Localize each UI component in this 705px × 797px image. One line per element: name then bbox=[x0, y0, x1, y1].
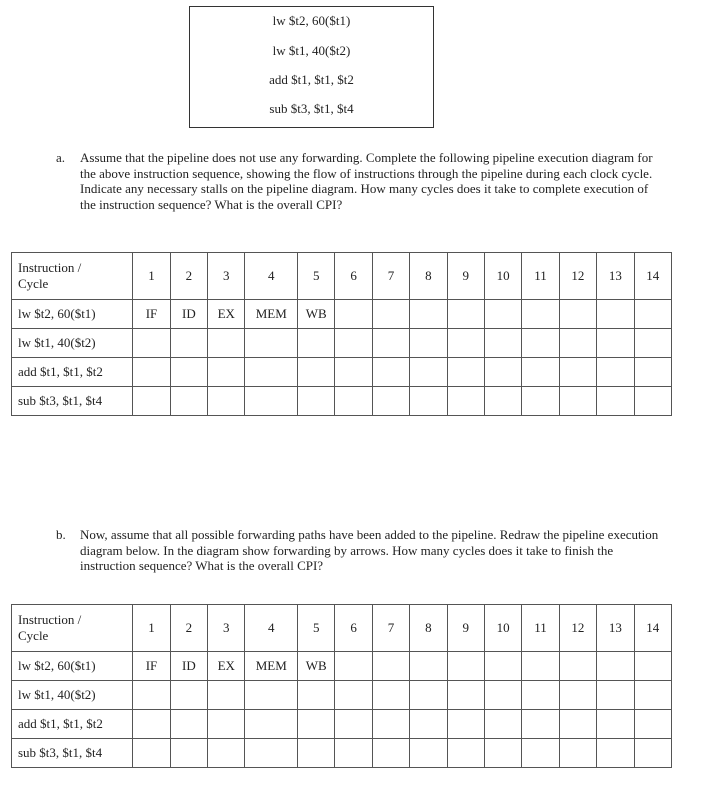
stage-cell: ID bbox=[170, 652, 207, 681]
stage-cell bbox=[335, 300, 372, 329]
cycle-number: 3 bbox=[208, 253, 245, 300]
stage-cell bbox=[410, 710, 447, 739]
stage-cell bbox=[133, 387, 170, 416]
stage-cell bbox=[133, 358, 170, 387]
cycle-number: 10 bbox=[484, 605, 521, 652]
stage-cell bbox=[597, 710, 634, 739]
table-b-body bbox=[12, 605, 672, 768]
stage-cell bbox=[484, 358, 521, 387]
cycle-number: 5 bbox=[298, 605, 335, 652]
instruction-cycle-header bbox=[12, 253, 133, 300]
stage-cell bbox=[484, 387, 521, 416]
stage-cell bbox=[372, 681, 409, 710]
cycle-number: 11 bbox=[522, 605, 559, 652]
instruction-cell: lw $t2, 60($t1) bbox=[12, 300, 133, 329]
table-row bbox=[12, 387, 672, 416]
cycle-number: 10 bbox=[484, 253, 521, 300]
stage-cell bbox=[597, 329, 634, 358]
stage-cell bbox=[522, 652, 559, 681]
question-a-text: Assume that the pipeline does not use any forwarding. Complete the following pipeline execution diagram for the above instruction sequence, showing the flow of instructions through the pipeline during each clock cycle. Indicate any necessary stalls on the pipeline diagram. How many cycles does it take to complete execution of the instruction sequence? What is the overall CPI? bbox=[80, 150, 653, 212]
stage-cell bbox=[597, 652, 634, 681]
cycle-number: 9 bbox=[447, 253, 484, 300]
stage-cell bbox=[372, 358, 409, 387]
stage-cell bbox=[484, 739, 521, 768]
cycle-number: 1 bbox=[133, 253, 170, 300]
cycle-number: 12 bbox=[559, 605, 596, 652]
stage-cell bbox=[522, 739, 559, 768]
cycle-number: 8 bbox=[410, 253, 447, 300]
stage-cell: MEM bbox=[245, 300, 298, 329]
stage-cell bbox=[634, 739, 671, 768]
stage-cell bbox=[208, 739, 245, 768]
instruction-cycle-header bbox=[12, 605, 133, 652]
stage-cell bbox=[484, 710, 521, 739]
table-row bbox=[12, 329, 672, 358]
stage-cell bbox=[133, 329, 170, 358]
stage-cell bbox=[559, 652, 596, 681]
stage-cell bbox=[559, 387, 596, 416]
stage-cell bbox=[559, 300, 596, 329]
stage-cell bbox=[298, 387, 335, 416]
stage-cell bbox=[298, 710, 335, 739]
stage-cell bbox=[522, 681, 559, 710]
stage-cell bbox=[170, 681, 207, 710]
instruction-sequence-box bbox=[189, 6, 434, 128]
stage-cell bbox=[170, 739, 207, 768]
stage-cell bbox=[372, 329, 409, 358]
code-line: lw $t1, 40($t2) bbox=[272, 43, 351, 58]
instruction-cell: sub $t3, $t1, $t4 bbox=[12, 387, 133, 416]
stage-cell: WB bbox=[298, 652, 335, 681]
table-row bbox=[12, 358, 672, 387]
cycle-number: 7 bbox=[372, 605, 409, 652]
stage-cell bbox=[634, 300, 671, 329]
stage-cell bbox=[410, 681, 447, 710]
cycle-number: 4 bbox=[245, 253, 298, 300]
stage-cell bbox=[410, 652, 447, 681]
pipeline-table-a bbox=[11, 252, 672, 416]
stage-cell: EX bbox=[208, 652, 245, 681]
stage-cell bbox=[372, 387, 409, 416]
table-row bbox=[12, 739, 672, 768]
cycle-number: 6 bbox=[335, 253, 372, 300]
stage-cell bbox=[410, 387, 447, 416]
stage-cell bbox=[522, 300, 559, 329]
stage-cell bbox=[170, 387, 207, 416]
stage-cell bbox=[484, 329, 521, 358]
stage-cell: MEM bbox=[245, 652, 298, 681]
code-line: sub $t3, $t1, $t4 bbox=[269, 101, 354, 116]
stage-cell bbox=[245, 329, 298, 358]
stage-cell bbox=[559, 710, 596, 739]
stage-cell bbox=[597, 681, 634, 710]
stage-cell bbox=[447, 710, 484, 739]
stage-cell bbox=[484, 300, 521, 329]
cycle-number: 8 bbox=[410, 605, 447, 652]
stage-cell bbox=[597, 300, 634, 329]
stage-cell bbox=[133, 739, 170, 768]
question-b-text: Now, assume that all possible forwarding paths have been added to the pipeline. Redraw the pipeline execution diagram below. In the diagram show forwarding by arrows. How many cycles does it take to finish the instruction sequence? What is the overall CPI? bbox=[80, 527, 659, 573]
instruction-cell: add $t1, $t1, $t2 bbox=[12, 710, 133, 739]
header-label-line: Cycle bbox=[18, 628, 49, 643]
stage-cell bbox=[372, 739, 409, 768]
header-label-line: Cycle bbox=[18, 276, 49, 291]
stage-cell bbox=[208, 329, 245, 358]
stage-cell bbox=[447, 681, 484, 710]
cycle-number: 12 bbox=[559, 253, 596, 300]
instruction-cell: lw $t1, 40($t2) bbox=[12, 681, 133, 710]
stage-cell bbox=[597, 739, 634, 768]
stage-cell bbox=[484, 652, 521, 681]
stage-cell bbox=[335, 358, 372, 387]
stage-cell bbox=[298, 329, 335, 358]
stage-cell bbox=[335, 387, 372, 416]
header-row bbox=[12, 605, 672, 652]
stage-cell bbox=[522, 358, 559, 387]
instruction-cell: lw $t1, 40($t2) bbox=[12, 329, 133, 358]
stage-cell bbox=[335, 681, 372, 710]
stage-cell bbox=[245, 358, 298, 387]
code-line: add $t1, $t1, $t2 bbox=[269, 72, 354, 87]
stage-cell bbox=[634, 652, 671, 681]
table-row bbox=[12, 652, 672, 681]
instruction-cell: lw $t2, 60($t1) bbox=[12, 652, 133, 681]
question-b-letter: b. bbox=[56, 527, 66, 542]
stage-cell bbox=[447, 387, 484, 416]
code-line: lw $t2, 60($t1) bbox=[272, 13, 351, 28]
stage-cell bbox=[245, 681, 298, 710]
stage-cell bbox=[559, 358, 596, 387]
stage-cell bbox=[335, 710, 372, 739]
stage-cell bbox=[298, 681, 335, 710]
stage-cell bbox=[133, 681, 170, 710]
stage-cell bbox=[634, 681, 671, 710]
cycle-number: 3 bbox=[208, 605, 245, 652]
stage-cell bbox=[410, 300, 447, 329]
cycle-number: 13 bbox=[597, 253, 634, 300]
stage-cell bbox=[208, 387, 245, 416]
stage-cell bbox=[170, 358, 207, 387]
header-row bbox=[12, 253, 672, 300]
stage-cell bbox=[484, 681, 521, 710]
cycle-number: 5 bbox=[298, 253, 335, 300]
cycle-number: 4 bbox=[245, 605, 298, 652]
cycle-number: 2 bbox=[170, 253, 207, 300]
cycle-number: 9 bbox=[447, 605, 484, 652]
cycle-number: 11 bbox=[522, 253, 559, 300]
cycle-number: 6 bbox=[335, 605, 372, 652]
table-a-body bbox=[12, 253, 672, 416]
table-row bbox=[12, 300, 672, 329]
stage-cell bbox=[298, 358, 335, 387]
stage-cell bbox=[245, 710, 298, 739]
stage-cell: IF bbox=[133, 300, 170, 329]
stage-cell bbox=[410, 739, 447, 768]
stage-cell bbox=[522, 329, 559, 358]
stage-cell bbox=[170, 329, 207, 358]
cycle-number: 14 bbox=[634, 605, 671, 652]
instruction-cell: add $t1, $t1, $t2 bbox=[12, 358, 133, 387]
cycle-number: 7 bbox=[372, 253, 409, 300]
stage-cell bbox=[634, 358, 671, 387]
stage-cell bbox=[208, 358, 245, 387]
stage-cell bbox=[634, 387, 671, 416]
stage-cell bbox=[634, 710, 671, 739]
stage-cell bbox=[522, 710, 559, 739]
stage-cell bbox=[208, 710, 245, 739]
cycle-number: 1 bbox=[133, 605, 170, 652]
header-label-line: Instruction / bbox=[18, 612, 82, 627]
stage-cell bbox=[335, 739, 372, 768]
stage-cell bbox=[447, 652, 484, 681]
instruction-cell: sub $t3, $t1, $t4 bbox=[12, 739, 133, 768]
stage-cell bbox=[447, 358, 484, 387]
stage-cell bbox=[522, 387, 559, 416]
stage-cell bbox=[372, 652, 409, 681]
stage-cell bbox=[335, 329, 372, 358]
cycle-number: 13 bbox=[597, 605, 634, 652]
stage-cell bbox=[245, 387, 298, 416]
cycle-number: 14 bbox=[634, 253, 671, 300]
stage-cell bbox=[559, 329, 596, 358]
stage-cell bbox=[597, 387, 634, 416]
stage-cell bbox=[447, 329, 484, 358]
stage-cell bbox=[335, 652, 372, 681]
stage-cell bbox=[634, 329, 671, 358]
table-row bbox=[12, 681, 672, 710]
stage-cell bbox=[559, 739, 596, 768]
stage-cell bbox=[245, 739, 298, 768]
question-a-letter: a. bbox=[56, 150, 66, 165]
pipeline-table-b bbox=[11, 604, 672, 768]
stage-cell: IF bbox=[133, 652, 170, 681]
stage-cell bbox=[597, 358, 634, 387]
stage-cell bbox=[133, 710, 170, 739]
header-label-line: Instruction / bbox=[18, 260, 82, 275]
cycle-number: 2 bbox=[170, 605, 207, 652]
stage-cell bbox=[447, 739, 484, 768]
stage-cell: WB bbox=[298, 300, 335, 329]
stage-cell bbox=[372, 300, 409, 329]
table-row bbox=[12, 710, 672, 739]
stage-cell bbox=[170, 710, 207, 739]
stage-cell bbox=[410, 358, 447, 387]
stage-cell: ID bbox=[170, 300, 207, 329]
stage-cell bbox=[372, 710, 409, 739]
stage-cell bbox=[447, 300, 484, 329]
stage-cell: EX bbox=[208, 300, 245, 329]
stage-cell bbox=[410, 329, 447, 358]
stage-cell bbox=[559, 681, 596, 710]
stage-cell bbox=[298, 739, 335, 768]
stage-cell bbox=[208, 681, 245, 710]
